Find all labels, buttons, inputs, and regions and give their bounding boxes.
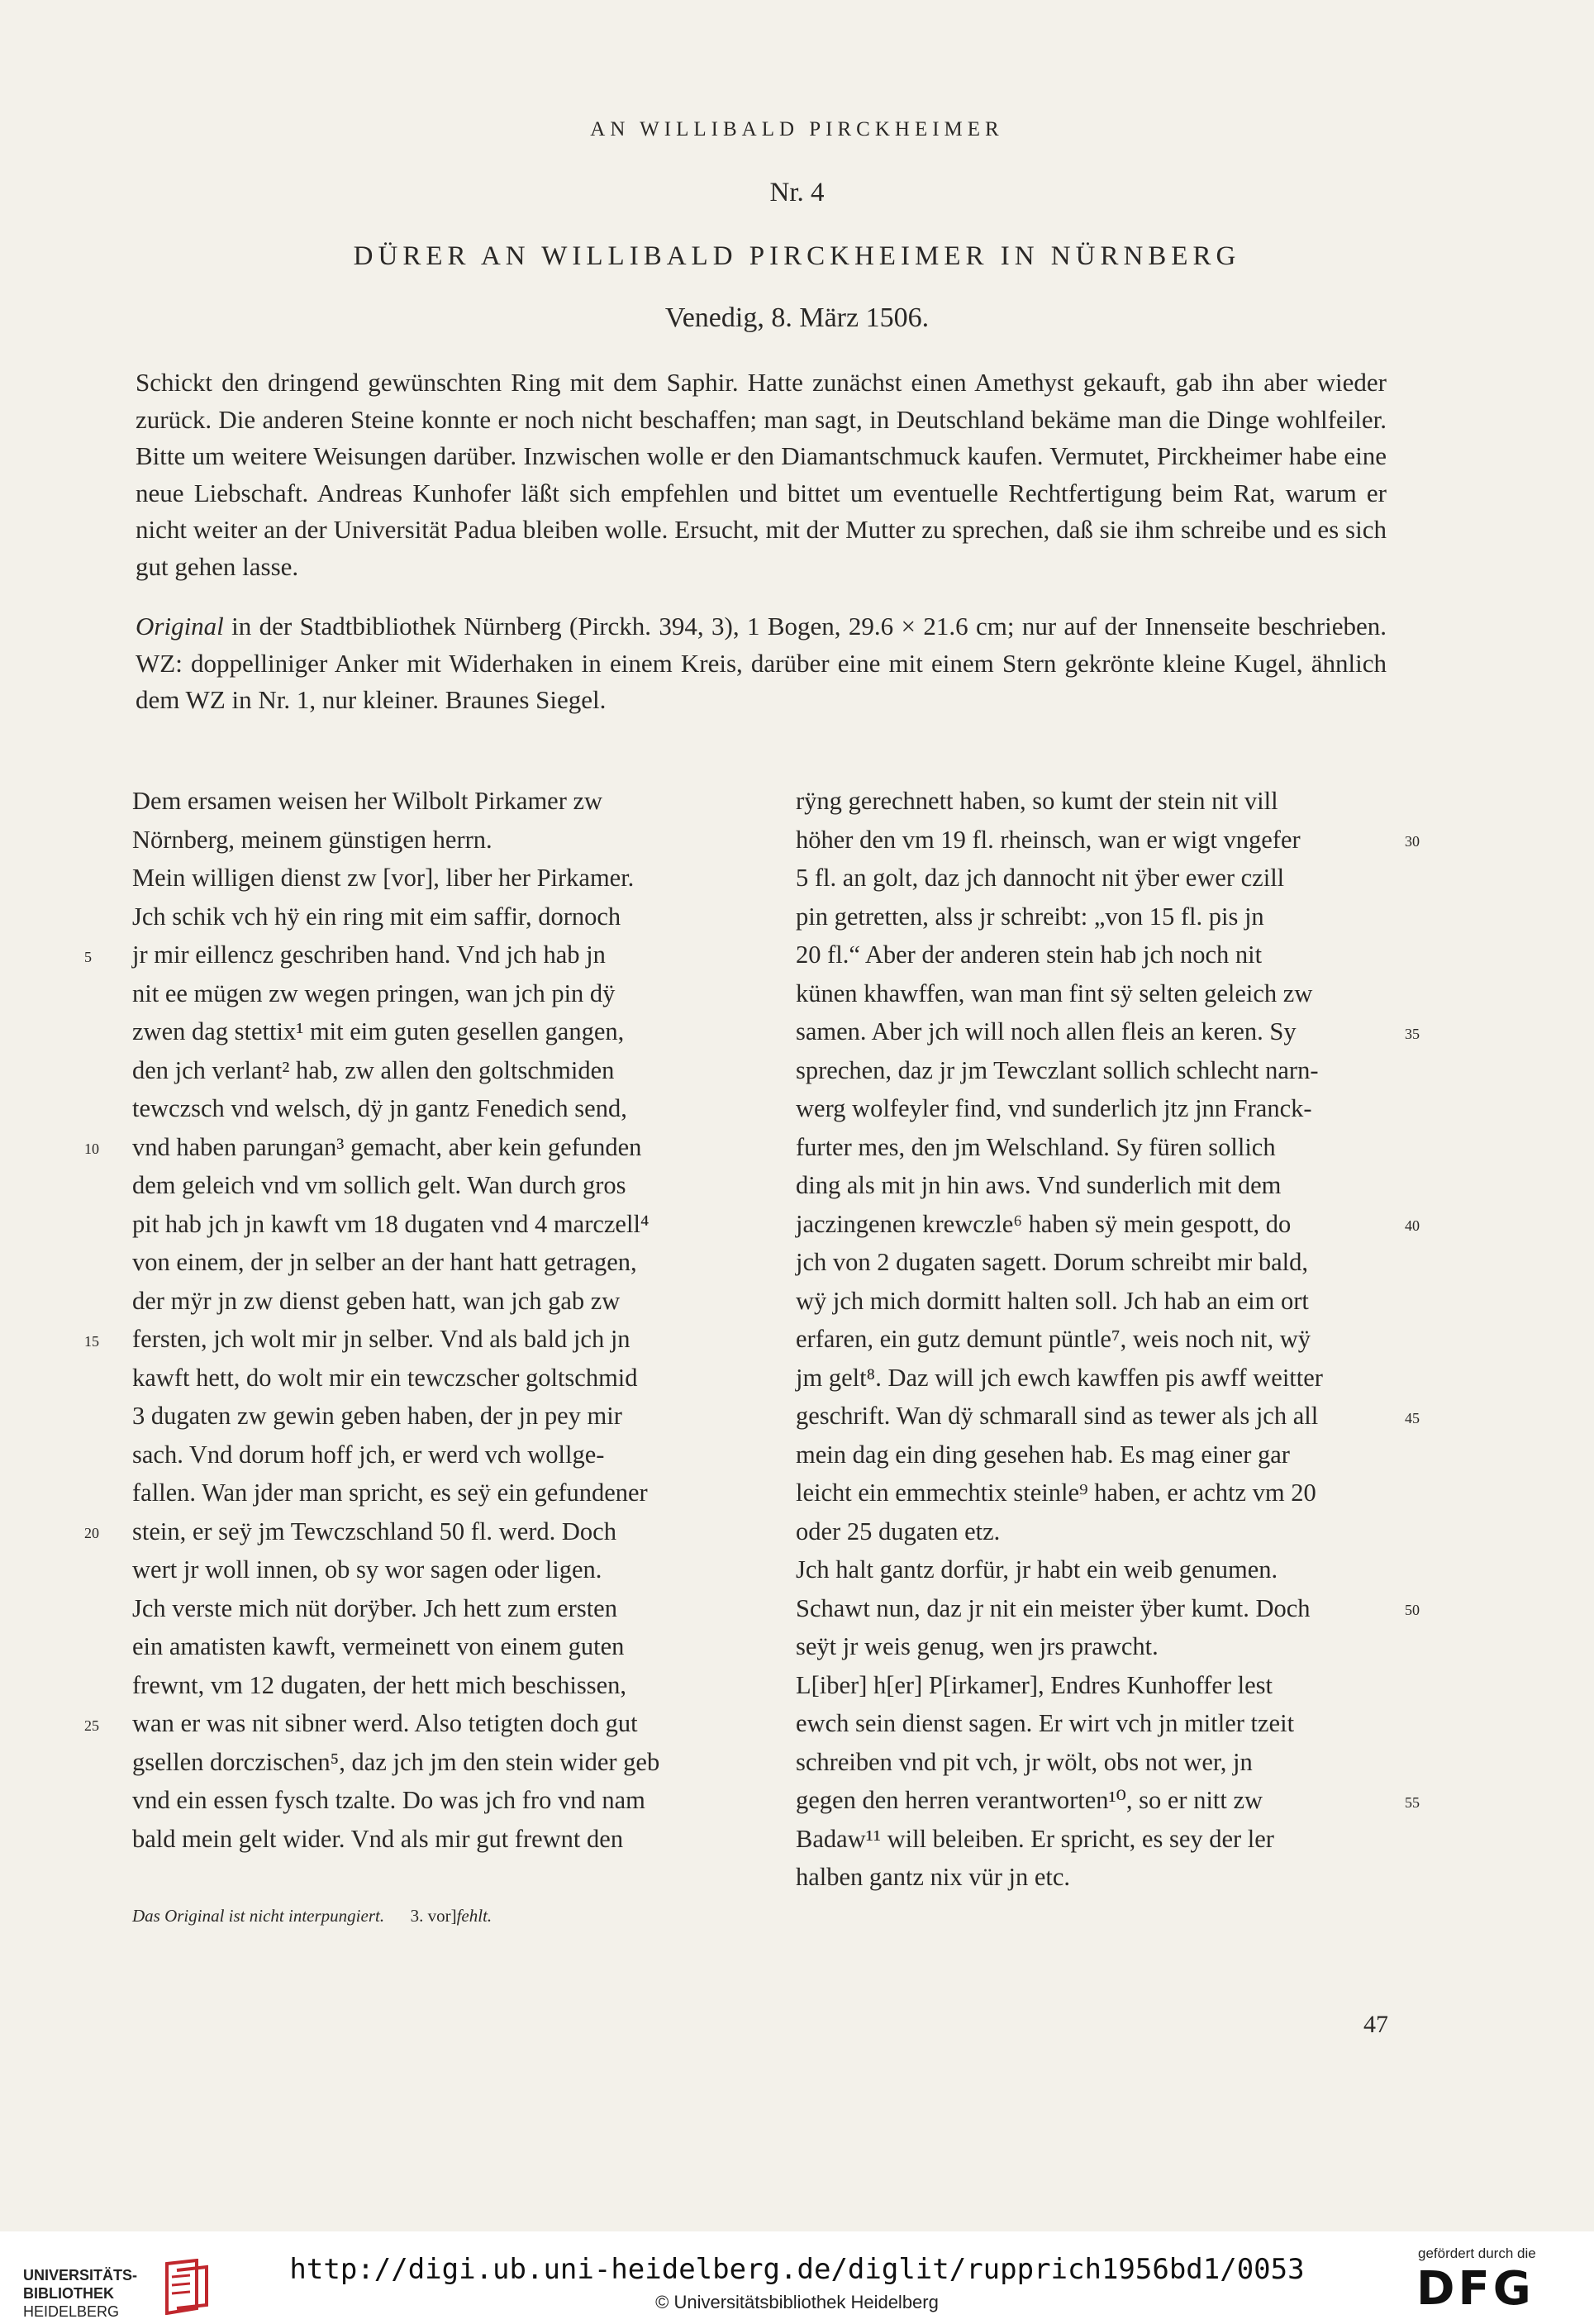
text-line: wan er was nit sibner werd. Also tetigten doch gut — [132, 1709, 638, 1737]
text-line: halben gantz nix vür jn etc. — [796, 1863, 1071, 1891]
line-number: 15 — [84, 1333, 99, 1350]
text-line: L[iber] h[er] P[irkamer], Endres Kunhoffer lest — [796, 1670, 1273, 1699]
text-line: mein dag ein ding gesehen hab. Es mag einer gar — [796, 1440, 1290, 1469]
footnote-remark: fehlt. — [456, 1906, 492, 1926]
text-line: 20 fl.“ Aber der anderen stein hab jch noch nit — [796, 941, 1263, 969]
text-line: Jch halt gantz dorfür, jr habt ein weib genumen. — [796, 1555, 1278, 1583]
text-line: frewnt, vm 12 dugaten, der hett mich beschissen, — [132, 1670, 626, 1699]
text-line: den jch verlant² hab, zw allen den goltschmiden — [132, 1055, 615, 1084]
line-number: 20 — [84, 1525, 99, 1541]
line-number: 30 — [1405, 833, 1420, 850]
text-line: jm gelt⁸. Daz will jch ewch kawffen pis awff weitter — [796, 1363, 1323, 1392]
text-line: wert jr woll innen, ob sy wor sagen oder ligen. — [132, 1555, 602, 1583]
right-text-column — [796, 782, 1391, 1897]
line-number: 5 — [84, 949, 92, 965]
text-line: geschrift. Wan dÿ schmarall sind as tewer als jch all — [796, 1402, 1319, 1430]
text-line: Schawt nun, daz jr nit ein meister ÿber kumt. Doch — [796, 1593, 1311, 1622]
text-line: gsellen dorczischen⁵, daz jch jm den stein wider geb — [132, 1747, 660, 1776]
text-line: schreiben vnd pit vch, jr wölt, obs not wer, jn — [796, 1747, 1253, 1776]
text-line: nit ee mügen zw wegen pringen, wan jch pin dÿ — [132, 979, 616, 1007]
text-line: Jch schik vch hÿ ein ring mit eim saffir, dornoch — [132, 902, 621, 931]
line-number: 10 — [84, 1141, 99, 1157]
text-line: samen. Aber jch will noch allen fleis an keren. Sy — [796, 1017, 1297, 1045]
page-number: 47 — [1363, 2011, 1388, 2038]
text-line: kawft hett, do wolt mir ein tewczscher goltschmid — [132, 1363, 638, 1392]
letter-number: Nr. 4 — [769, 178, 825, 207]
text-line: pin getretten, alss jr schreibt: „von 15 fl. pis jn — [796, 902, 1264, 931]
line-number: 45 — [1405, 1410, 1420, 1426]
text-line: Badaw¹¹ will beleiben. Er spricht, es sey der ler — [796, 1824, 1274, 1853]
text-line: 3 dugaten zw gewin geben haben, der jn pey mir — [132, 1402, 622, 1430]
text-line: vnd ein essen fysch tzalte. Do was jch fro vnd nam — [132, 1786, 645, 1814]
text-line: Nörnberg, meinem günstigen herrn. — [132, 825, 492, 854]
footnote-text: Das Original ist nicht interpungiert. — [132, 1906, 385, 1926]
text-line: der mÿr jn zw dienst geben hatt, wan jch gab zw — [132, 1286, 621, 1315]
text-line: stein, er seÿ jm Tewczschland 50 fl. werd. Doch — [132, 1517, 616, 1545]
text-line: vnd haben parungan³ gemacht, aber kein gefunden — [132, 1132, 642, 1161]
place-date: Venedig, 8. März 1506. — [664, 302, 930, 333]
footnote-number: 3. — [410, 1906, 424, 1926]
footnote — [132, 1906, 730, 1926]
text-line: erfaren, ein gutz demunt püntle⁷, weis noch nit, wÿ — [796, 1325, 1311, 1353]
line-number: 50 — [1405, 1602, 1420, 1618]
text-line: sach. Vnd dorum hoff jch, er werd vch wollge- — [132, 1440, 605, 1469]
running-head: AN WILLIBALD PIRCKHEIMER — [590, 118, 1004, 140]
text-line: fersten, jch wolt mir jn selber. Vnd als bald jch jn — [132, 1325, 630, 1353]
text-line: werg wolfeyler find, vnd sunderlich jtz jnn Franck- — [796, 1094, 1312, 1122]
text-line: furter mes, den jm Welschland. Sy füren sollich — [796, 1132, 1276, 1161]
text-line: höher den vm 19 fl. rheinsch, wan er wigt vngefer — [796, 825, 1301, 854]
text-line: von einem, der jn selber an der hant hatt getragen, — [132, 1248, 637, 1276]
text-line: ding als mit jn hin aws. Vnd sunderlich mit dem — [796, 1171, 1282, 1199]
line-number: 35 — [1405, 1026, 1420, 1042]
footer-url-link[interactable]: http://digi.ub.uni-heidelberg.de/diglit/rupprich1956bd1/0053 — [289, 2253, 1305, 2286]
text-line: Mein willigen dienst zw [vor], liber her Pirkamer. — [132, 864, 635, 892]
footer-copyright: © Universitätsbibliothek Heidelberg — [655, 2292, 939, 2312]
text-line: Dem ersamen weisen her Wilbolt Pirkamer zw — [132, 787, 603, 815]
text-line: oder 25 dugaten etz. — [796, 1517, 1001, 1545]
line-number: 55 — [1405, 1794, 1420, 1811]
line-number: 25 — [84, 1717, 99, 1734]
text-line: jch von 2 dugaten sagett. Dorum schreibt mir bald, — [796, 1248, 1309, 1276]
letter-summary: Schickt den dringend gewünschten Ring mit dem Saphir. Hatte zunächst einen Amethyst gekauft, gab ihn aber wieder zurück. Die anderen Steine konnte er noch nicht beschaffen; man sagt, in Deutschland bekäme man die Dinge wohlfeiler. Bitte um weitere Weisungen darüber. Inzwischen wolle er den Diamantschmuck kaufen. Vermutet, Pirckheimer habe eine neue Liebschaft. Andreas Kunhofer läßt sich empfehlen und bittet um eventuelle Rechtfertigung beim Rat, warum er nicht weiter an der Universität Padua bleiben wolle. Ersucht, mit der Mutter zu sprechen, daß sie ihm schreibe und es sich gut gehen lasse. — [136, 368, 1387, 581]
text-line: bald mein gelt wider. Vnd als mir gut frewnt den — [132, 1824, 624, 1853]
text-line: ewch sein dienst sagen. Er wirt vch jn mitler tzeit — [796, 1709, 1295, 1737]
footnote-word: vor] — [427, 1906, 457, 1926]
left-text-column — [132, 782, 730, 1858]
text-line: leicht ein emmechtix steinle⁹ haben, er achtz vm 20 — [796, 1479, 1316, 1507]
text-line: wÿ jch mich dormitt halten soll. Jch hab an eim ort — [796, 1286, 1309, 1315]
dfg-logo: DFG — [1416, 2262, 1535, 2316]
text-line: rÿng gerechnett haben, so kumt der stein nit vill — [796, 787, 1278, 815]
text-line: gegen den herren verantworten¹⁰, so er nitt zw — [796, 1786, 1263, 1814]
text-line: seÿt jr weis genug, wen jrs prawcht. — [796, 1632, 1159, 1660]
text-line: dem geleich vnd vm sollich gelt. Wan durch gros — [132, 1171, 626, 1199]
text-line: künen khawffen, wan man fint sÿ selten geleich zw — [796, 979, 1313, 1007]
library-name-line: UNIVERSITÄTS- — [23, 2267, 138, 2284]
library-name-line: HEIDELBERG — [23, 2303, 120, 2320]
text-line: pit hab jch jn kawft vm 18 dugaten vnd 4 marczell⁴ — [132, 1209, 649, 1238]
text-line: tewczsch vnd welsch, dÿ jn gantz Fenedich send, — [132, 1094, 627, 1122]
source-text: in der Stadtbibliothek Nürnberg (Pirckh. 394, 3), 1 Bogen, 29.6 × 21.6 cm; nur auf der Innenseite beschrieben. WZ: doppelliniger Anker mit Widerhaken in einem Kreis, darüber eine mit einem Stern gekrönte kleine Kugel, ähnlich dem WZ in Nr. 1, nur kleiner. Braunes Siegel. — [136, 612, 1387, 715]
text-line: 5 fl. an golt, daz jch dannocht nit ÿber ewer czill — [796, 864, 1285, 892]
letter-title: DÜRER AN WILLIBALD PIRCKHEIMER IN NÜRNBERG — [353, 241, 1241, 271]
library-name-line: BIBLIOTHEK — [23, 2285, 114, 2302]
source-label: Original — [136, 612, 224, 641]
source-note — [136, 608, 1387, 719]
text-line: fallen. Wan jder man spricht, es seÿ ein gefundener — [132, 1479, 648, 1507]
text-line: ein amatisten kawft, vermeinett von einem guten — [132, 1632, 625, 1660]
text-line: jaczingenen krewczle⁶ haben sÿ mein gespott, do — [796, 1209, 1292, 1238]
text-line: Jch verste mich nüt dorÿber. Jch hett zum ersten — [132, 1593, 617, 1622]
funding-note: gefördert durch die — [1418, 2245, 1536, 2261]
text-line: zwen dag stettix¹ mit eim guten gesellen gangen, — [132, 1017, 625, 1045]
line-number: 40 — [1405, 1217, 1420, 1234]
text-line: jr mir eillencz geschriben hand. Vnd jch hab jn — [132, 941, 606, 969]
text-line: sprechen, daz jr jm Tewczlant sollich schlecht narn- — [796, 1055, 1319, 1084]
